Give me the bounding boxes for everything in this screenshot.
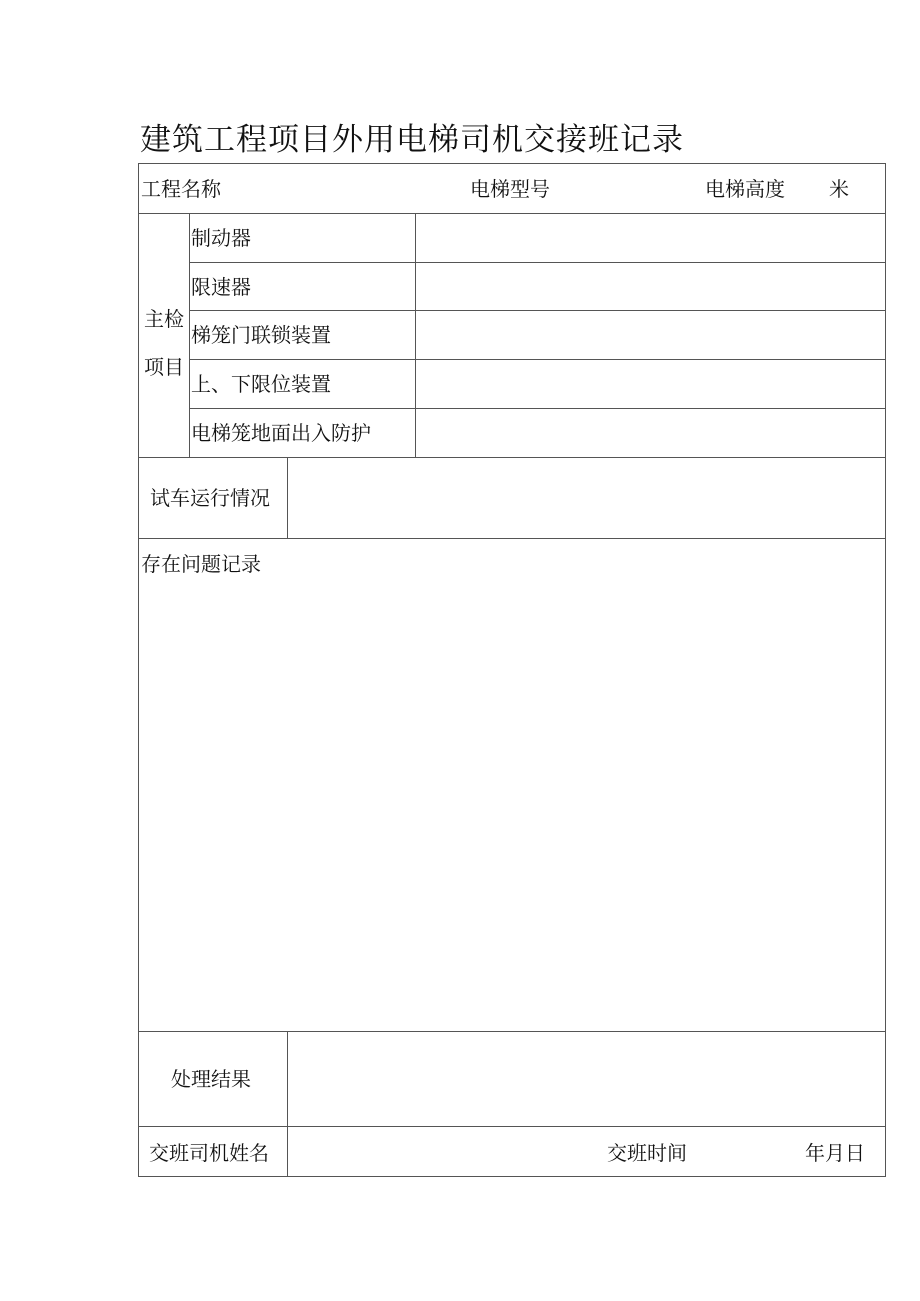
divider	[189, 310, 885, 311]
divider	[139, 538, 885, 539]
inspection-item-ground-protection: 电梯笼地面出入防护	[191, 421, 371, 445]
inspection-value-ground-protection[interactable]	[417, 410, 883, 456]
elevator-height-field[interactable]	[791, 170, 827, 208]
main-inspection-label-line1: 主检	[144, 307, 184, 331]
inspection-item-cage-door-interlock: 梯笼门联锁装置	[191, 323, 331, 347]
handling-result-label: 处理结果	[171, 1067, 251, 1091]
handover-record-form	[138, 163, 886, 1177]
elevator-height-label: 电梯高度	[705, 177, 785, 201]
inspection-value-limit-device[interactable]	[417, 361, 883, 407]
project-name-field[interactable]	[231, 170, 461, 208]
handover-driver-name-field[interactable]	[289, 1128, 599, 1175]
project-name-label: 工程名称	[141, 177, 221, 201]
divider	[139, 213, 885, 214]
divider	[189, 408, 885, 409]
inspection-item-speed-governor: 限速器	[191, 275, 251, 299]
divider	[287, 1031, 288, 1177]
handover-time-field[interactable]	[695, 1128, 801, 1175]
height-unit-label: 米	[829, 177, 849, 201]
divider	[189, 213, 190, 457]
handover-date-label: 年月日	[805, 1141, 865, 1165]
inspection-value-cage-door-interlock[interactable]	[417, 312, 883, 358]
handover-driver-name-label: 交班司机姓名	[149, 1141, 269, 1165]
issues-record-label: 存在问题记录	[141, 552, 261, 576]
elevator-model-field[interactable]	[555, 170, 695, 208]
divider	[139, 1126, 885, 1127]
handling-result-field[interactable]	[289, 1033, 883, 1125]
main-inspection-label-line2: 项目	[144, 355, 184, 379]
inspection-item-limit-device: 上、下限位装置	[191, 372, 331, 396]
handover-time-label: 交班时间	[607, 1141, 687, 1165]
trial-run-field[interactable]	[289, 459, 883, 537]
divider	[139, 1031, 885, 1032]
elevator-model-label: 电梯型号	[470, 177, 550, 201]
issues-record-field[interactable]	[141, 580, 883, 1028]
divider	[415, 213, 416, 457]
divider	[189, 262, 885, 263]
inspection-value-brake[interactable]	[417, 215, 883, 261]
trial-run-label: 试车运行情况	[150, 486, 270, 510]
inspection-item-brake: 制动器	[191, 226, 251, 250]
divider	[287, 457, 288, 538]
page-title: 建筑工程项目外用电梯司机交接班记录	[140, 122, 684, 158]
divider	[189, 359, 885, 360]
inspection-value-speed-governor[interactable]	[417, 264, 883, 309]
divider	[139, 457, 885, 458]
